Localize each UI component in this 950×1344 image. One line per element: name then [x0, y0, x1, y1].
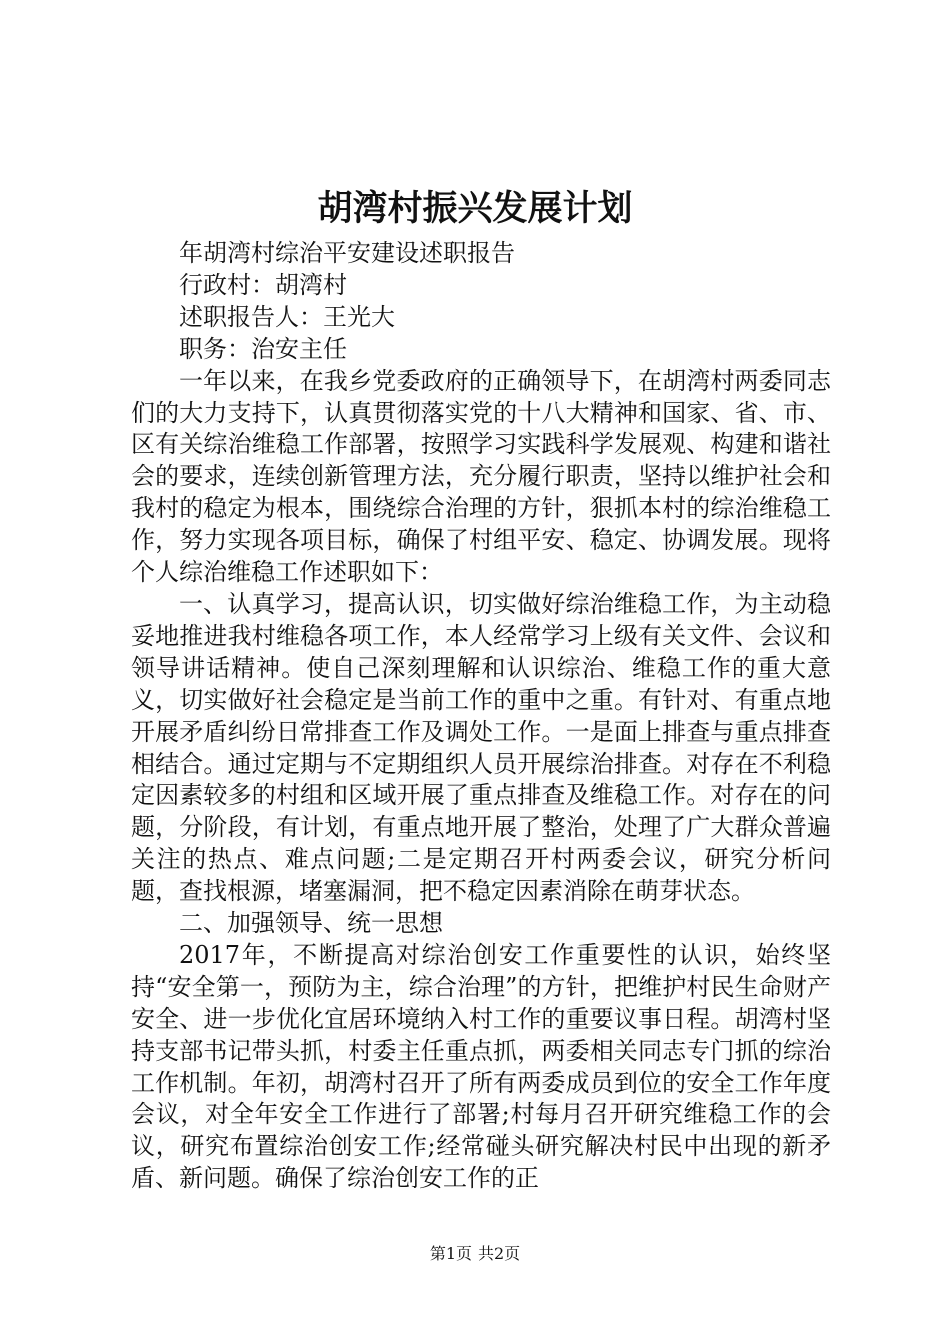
intro-paragraph: 一年以来，在我乡党委政府的正确领导下，在胡湾村两委同志们的大力支持下，认真贯彻落实党的十八大精神和国家、省、市、区有关综治维稳工作部署，按照学习实践科学发展观、构建和谐社会的要求，连续创新管理方法，充分履行职责，坚持以维护社会和我村的稳定为根本，围绕综合治理的方针，狠抓本村的综治维稳工作，努力实现各项目标，确保了村组平安、稳定、协调发展。现将个人综治维稳工作述职如下：: [131, 366, 831, 587]
section-two-paragraph: 2017年，不断提高对综治创安工作重要性的认识，始终坚持“安全第一，预防为主，综合治理”的方针，把维护村民生命财产安全、进一步优化宜居环境纳入村工作的重要议事日程。胡湾村坚持支部书记带头抓，村委主任重点抓，两委相关同志专门抓的综治工作机制。年初，胡湾村召开了所有两委成员到位的安全工作年度会议，对全年安全工作进行了部署;村每月召开研究维稳工作的会议，研究布置综治创安工作;经常碰头研究解决村民中出现的新矛盾、新问题。确保了综治创安工作的正: [131, 940, 831, 1193]
page-title: 胡湾村振兴发展计划: [317, 189, 633, 229]
reporter-line: 述职报告人：王光大: [179, 302, 395, 331]
page-total: 共2页: [478, 1244, 521, 1263]
section-one-paragraph: 一、认真学习，提高认识，切实做好综治维稳工作，为主动稳妥地推进我村维稳各项工作，本人经常学习上级有关文件、会议和领导讲话精神。使自己深刻理解和认识综治、维稳工作的重大意义，切实做好社会稳定是当前工作的重中之重。有针对、有重点地开展矛盾纠纷日常排查工作及调处工作。一是面上排查与重点排查相结合。通过定期与不定期组织人员开展综治排查。对存在不利稳定因素较多的村组和区域开展了重点排查及维稳工作。对存在的问题，分阶段，有计划，有重点地开展了整治，处理了广大群众普遍关注的热点、难点问题;二是定期召开村两委会议，研究分析问题，查找根源，堵塞漏洞，把不稳定因素消除在萌芽状态。: [131, 589, 831, 906]
report-heading: 年胡湾村综治平安建设述职报告: [179, 239, 515, 267]
village-line: 行政村：胡湾村: [179, 270, 347, 299]
position-line: 职务：治安主任: [179, 334, 347, 363]
section-two-heading: 二、加强领导、统一思想: [179, 909, 443, 938]
page-number: 第1页: [429, 1244, 472, 1263]
document-body: [131, 238, 831, 1195]
page-footer: [0, 1243, 950, 1265]
